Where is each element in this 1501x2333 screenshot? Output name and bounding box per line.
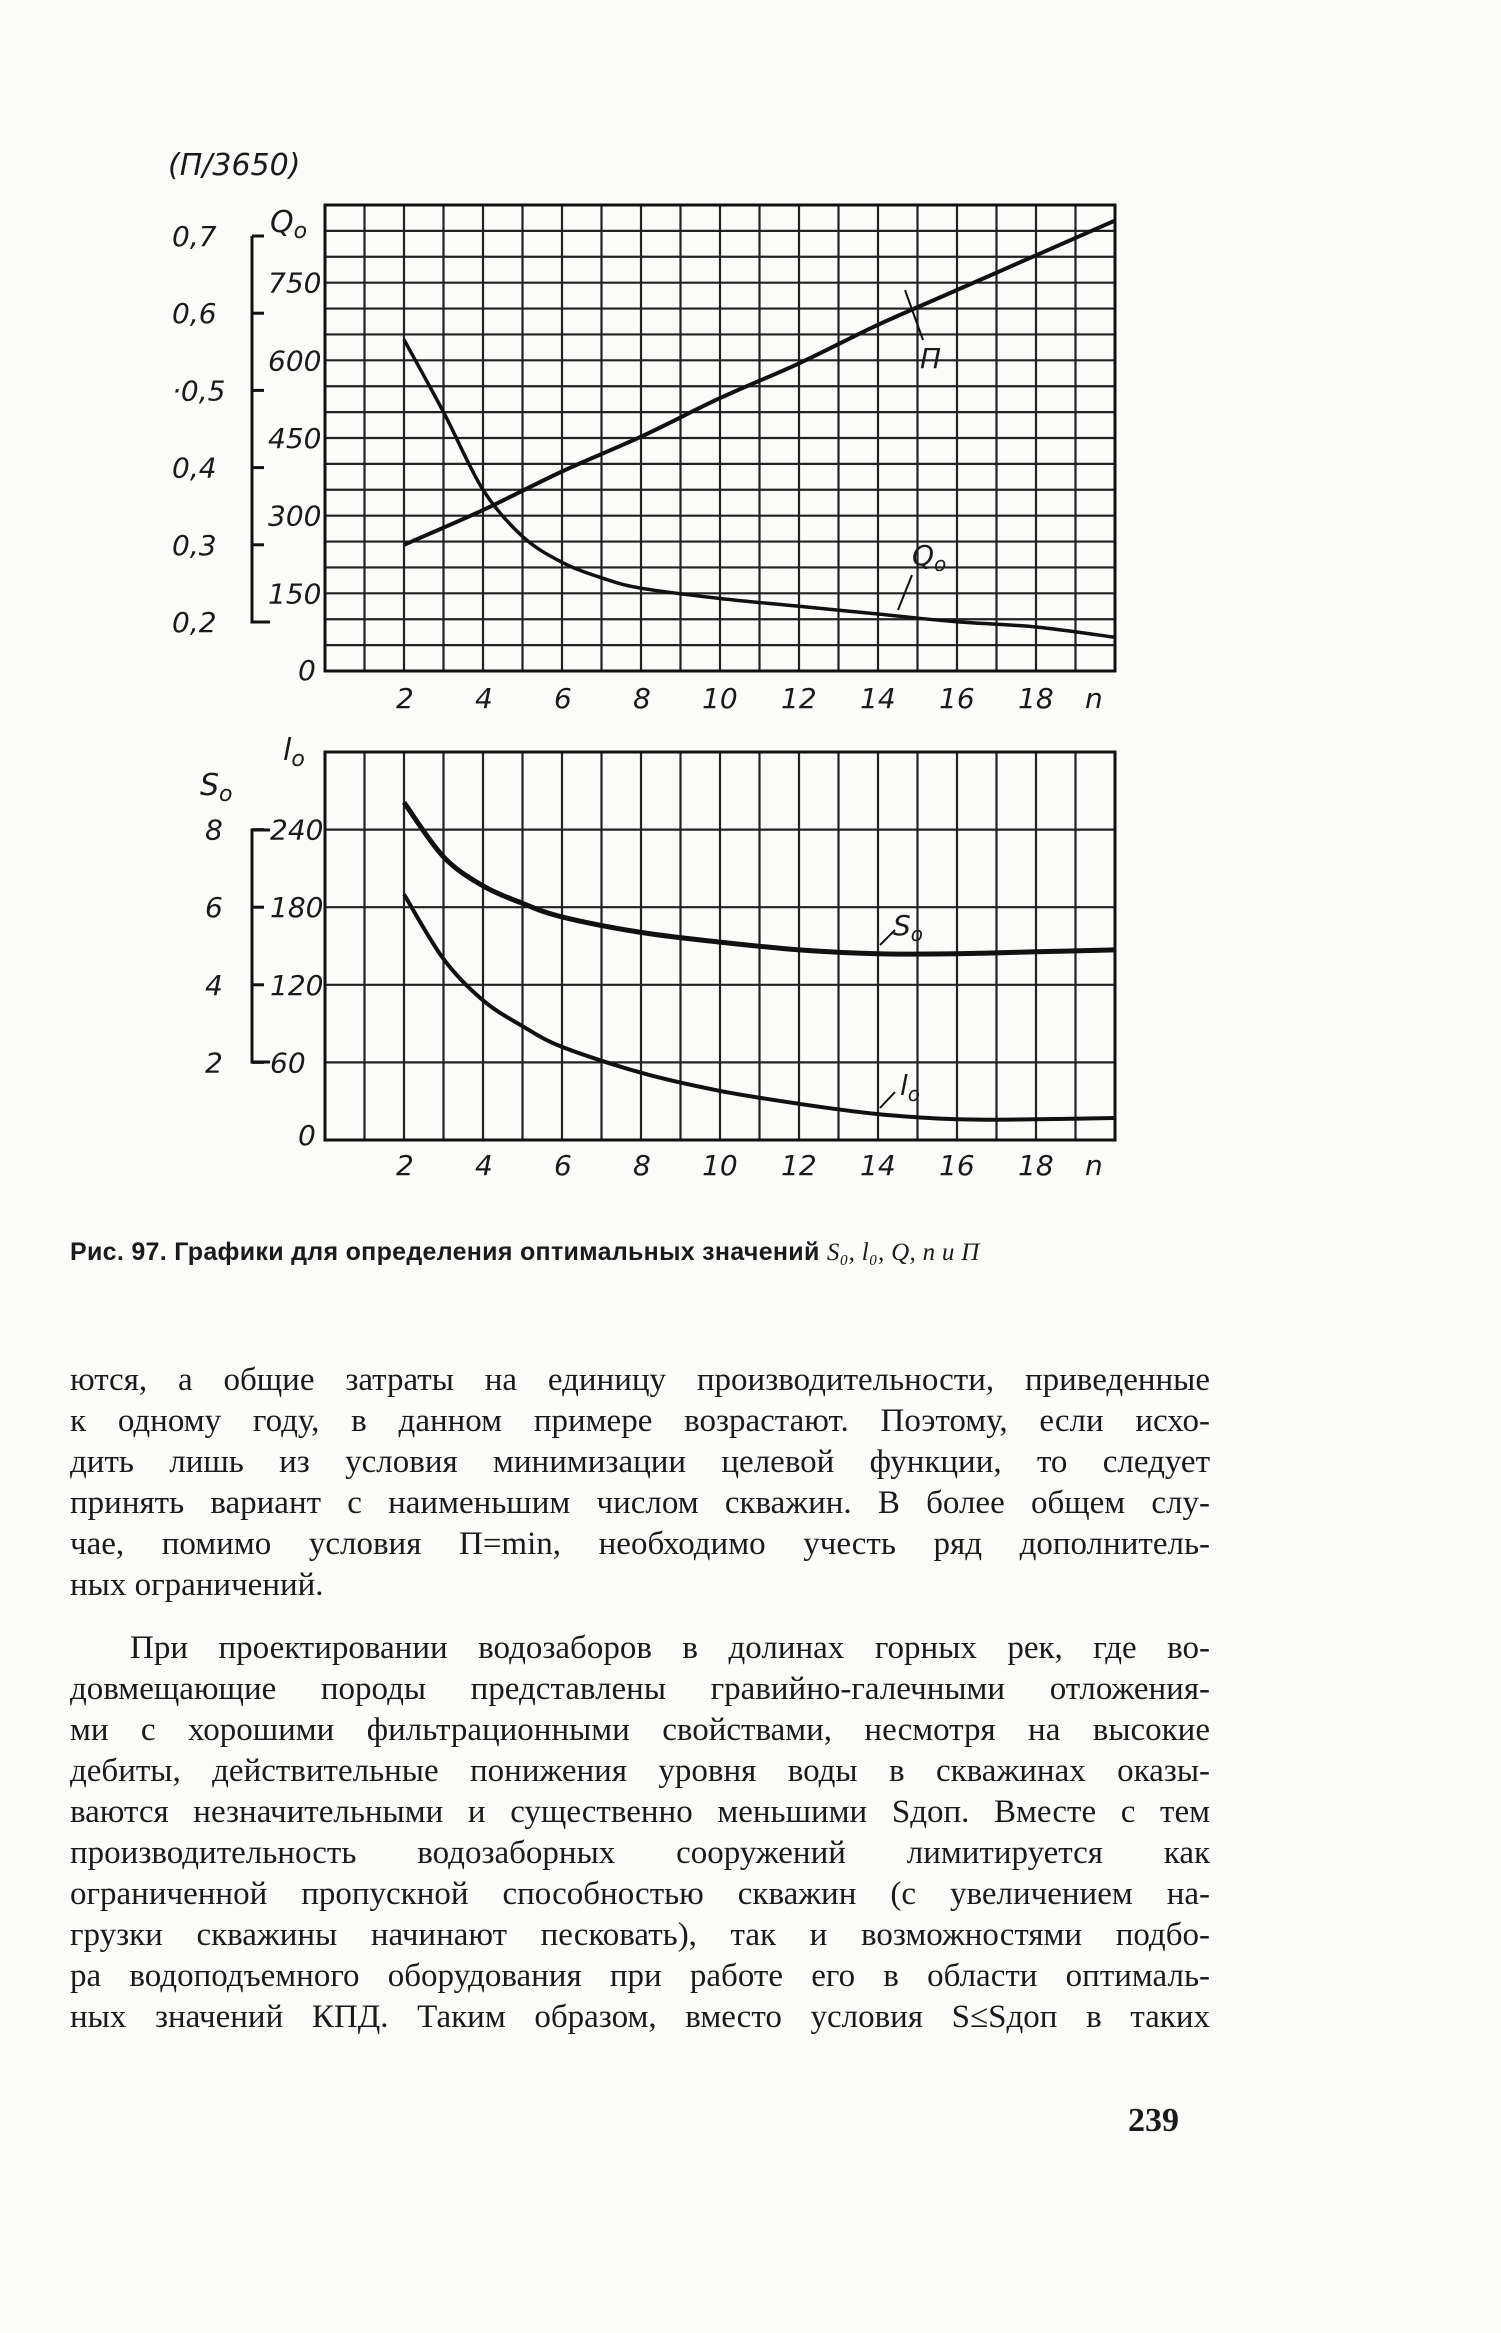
curve-label-s-main: S <box>893 909 911 942</box>
bottom-right-tick-label: 180 <box>270 891 324 925</box>
text-line: ми с хорошими фильтрационными свойствами, несмотря на высокие <box>70 1712 1210 1748</box>
bottom-x-tick-label: 16 <box>939 1149 975 1182</box>
paragraph-1 <box>70 1360 1210 1606</box>
top-right-tick-label: 450 <box>268 422 322 455</box>
top-left-tick-label: 0,3 <box>172 528 217 562</box>
curve-label-p: П <box>920 342 942 375</box>
top-x-tick-label: 14 <box>860 682 896 715</box>
top-x-tick-label: 6 <box>554 682 572 715</box>
top-right-axis-title-sub: o <box>293 219 308 244</box>
text-line: При проектировании водозаборов в долинах горных рек, где во- <box>130 1630 1210 1666</box>
text-line: грузки скважины начинают песковать), так и возможностями подбо- <box>70 1917 1210 1953</box>
bottom-left-scale-bracket <box>252 830 270 1062</box>
curve-label-s-sub: o <box>910 922 924 946</box>
text-line: производительность водозаборных сооружений лимитируется как <box>70 1835 1210 1871</box>
bottom-right-axis-title <box>283 733 305 772</box>
top-right-tick-label: 600 <box>268 344 322 378</box>
bottom-left-tick-label: 8 <box>205 813 223 847</box>
bottom-left-axis-title-sub: o <box>219 782 233 807</box>
bottom-x-tick-label: 2 <box>396 1149 414 1182</box>
paragraph-2 <box>70 1628 1210 2038</box>
bottom-right-axis-title-main: l <box>283 733 292 768</box>
top-x-tick-label: 18 <box>1018 682 1054 715</box>
bottom-left-axis-title-main: S <box>200 768 220 803</box>
caption-prefix: Рис. 97. <box>70 1238 167 1266</box>
top-right-axis-title-main: Q <box>270 205 294 240</box>
text-line: довмещающие породы представлены гравийно-галечными отложения- <box>70 1671 1210 1707</box>
bottom-x-tick-label: 8 <box>633 1149 651 1182</box>
top-x-tick-label: 8 <box>633 682 651 715</box>
top-right-axis-title <box>270 205 307 244</box>
text-line: принять вариант с наименьшим числом скважин. В более общем слу- <box>70 1485 1210 1521</box>
text-line: ных ограничений. <box>70 1567 324 1603</box>
top-left-tick-label: 0,4 <box>172 451 217 485</box>
top-x-tick-label: 12 <box>781 682 817 715</box>
bottom-grid <box>325 752 1115 1140</box>
bottom-x-tick-label: 4 <box>475 1149 493 1182</box>
bottom-left-tick-label: 6 <box>205 891 223 925</box>
text-line: ограниченной пропускной способностью скважин (с увеличением на- <box>70 1876 1210 1912</box>
bottom-right-tick-label: 120 <box>270 968 324 1002</box>
bottom-x-tick-label: 12 <box>781 1149 817 1182</box>
text-line: дебиты, действительные понижения уровня воды в скважинах оказы- <box>70 1753 1210 1789</box>
text-line: дить лишь из условия минимизации целевой функции, то следует <box>70 1444 1210 1480</box>
top-x-tick-label: 10 <box>702 682 738 715</box>
text-line: чае, помимо условия П=min, необходимо учесть ряд дополнитель- <box>70 1526 1210 1562</box>
leader-p <box>905 290 923 340</box>
curve-label-q-sub: o <box>934 552 947 576</box>
top-right-tick-label: 300 <box>268 499 322 533</box>
top-x-tick-label: 2 <box>396 682 414 715</box>
top-x-axis-label: n <box>1085 682 1103 715</box>
bottom-x-tick-label: 10 <box>702 1149 738 1182</box>
text-line: ются, а общие затраты на единицу производительности, приведенные <box>70 1362 1210 1398</box>
leader-l <box>880 1092 895 1108</box>
curve-label-q-main: Q <box>912 539 935 572</box>
top-x-tick-label: 4 <box>475 682 493 715</box>
top-x-tick-label: 16 <box>939 682 975 715</box>
page-number: 239 <box>1128 2102 1179 2139</box>
top-left-tick-label: 0,6 <box>172 297 217 331</box>
bottom-left-tick-label: 2 <box>205 1046 223 1080</box>
top-left-tick-label: ·0,5 <box>172 374 226 408</box>
top-left-axis-title: (П/3650) <box>168 148 301 183</box>
text-line: ваются незначительными и существенно меньшими Sдоп. Вместе с тем <box>70 1794 1210 1830</box>
top-grid <box>325 205 1115 671</box>
text-line: к одному году, в данном примере возрастают. Поэтому, если исхо- <box>70 1403 1210 1439</box>
bottom-x-tick-label: 6 <box>554 1149 572 1182</box>
bottom-x-axis-label: n <box>1085 1149 1103 1182</box>
top-left-tick-label: 0,2 <box>172 606 217 639</box>
curve-label-q <box>912 539 946 576</box>
curve-label-l-main: l <box>900 1069 908 1102</box>
bottom-left-tick-label: 4 <box>205 968 223 1002</box>
bottom-zero-label: 0 <box>298 1119 316 1152</box>
figure-caption <box>70 1238 1450 1267</box>
caption-symbols: S₀, l₀, Q, n и П <box>826 1239 980 1266</box>
top-right-tick-label: 150 <box>268 577 322 611</box>
top-left-tick-label: 0,7 <box>172 220 217 253</box>
curve-label-l-sub: o <box>907 1082 921 1106</box>
bottom-x-tick-label: 18 <box>1018 1149 1054 1182</box>
bottom-left-axis-title <box>200 768 233 807</box>
top-right-tick-label: 750 <box>268 266 322 300</box>
text-line: ра водоподъемного оборудования при работе его в области оптималь- <box>70 1958 1210 1994</box>
bottom-right-tick-label: 60 <box>270 1046 306 1080</box>
bottom-x-tick-label: 14 <box>860 1149 896 1182</box>
bottom-right-tick-label: 240 <box>270 813 324 847</box>
caption-text: Графики для определения оптимальных значений <box>174 1238 820 1266</box>
bottom-chart <box>200 733 1115 1182</box>
bottom-right-axis-title-sub: o <box>291 747 305 772</box>
top-chart <box>168 148 1115 715</box>
text-line: ных значений КПД. Таким образом, вместо условия S≤Sдоп в таких <box>70 1999 1210 2035</box>
top-zero-label: 0 <box>298 654 316 687</box>
